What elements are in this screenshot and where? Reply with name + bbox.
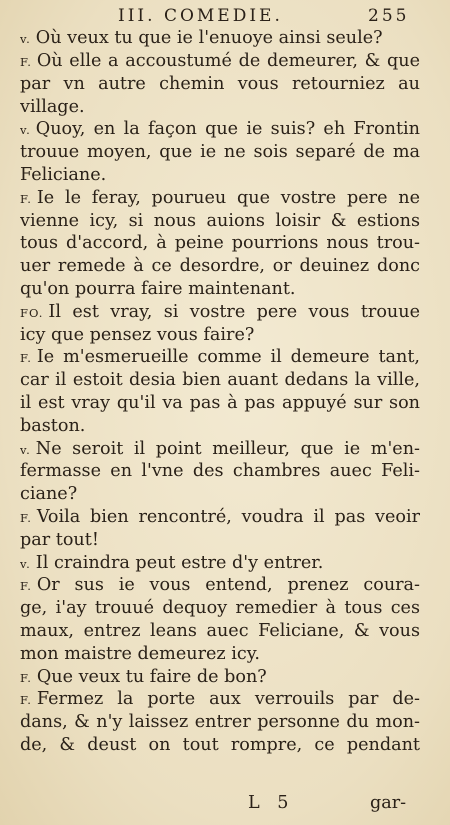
text-line <box>20 164 420 187</box>
line-text: Or sus ie vous entend, prenez coura- <box>36 575 420 596</box>
speaker-label: v. <box>20 442 31 457</box>
speaker-label: F. <box>20 693 32 708</box>
line-text: vienne icy, si nous auions loisir & estions <box>20 210 420 231</box>
speaker-label: F. <box>20 191 32 206</box>
speaker-label: v. <box>20 556 31 571</box>
line-text: il est vray qu'il va pas à pas appuyé sur son <box>20 392 420 413</box>
text-line <box>20 483 420 506</box>
line-text: Il craindra peut estre d'y entrer. <box>35 552 324 573</box>
line-text: mon maistre demeurez icy. <box>20 643 260 664</box>
line-text: Ie m'esmerueille comme il demeure tant, <box>36 347 420 368</box>
line-text: trouue moyen, que ie ne sois separé de ma <box>20 142 420 163</box>
text-line <box>20 96 420 119</box>
text-line <box>20 369 420 392</box>
speaker-label: F. <box>20 579 32 594</box>
text-line <box>20 734 420 757</box>
page-number: 255 <box>368 6 410 26</box>
speaker-label: F. <box>20 54 32 69</box>
line-text: Fermez la porte aux verrouils par de- <box>36 689 420 710</box>
catchword: gar- <box>370 793 407 813</box>
text-line <box>20 574 420 597</box>
line-text: Voila bien rencontré, voudra il pas veoir <box>36 506 420 527</box>
text-line <box>20 187 420 210</box>
text-line <box>20 278 420 301</box>
running-title: III. COMEDIE. <box>118 6 283 26</box>
text-line <box>20 346 420 369</box>
line-text: Où elle a accoustumé de demeurer, & que <box>36 50 420 71</box>
text-line <box>20 620 420 643</box>
text-line <box>20 643 420 666</box>
page-footer <box>0 793 450 817</box>
speaker-label: F. <box>20 351 32 366</box>
text-line <box>20 232 420 255</box>
text-block <box>20 27 420 757</box>
text-line <box>20 27 420 50</box>
line-text: maux, entrez leans auec Feliciane, & vous <box>20 620 420 641</box>
text-line <box>20 255 420 278</box>
line-text: fermasse en l'vne des chambres auec Feli- <box>20 461 420 482</box>
line-text: Où veux tu que ie l'enuoye ainsi seule? <box>35 28 383 49</box>
line-text: Ne seroit il point meilleur, que ie m'en- <box>35 438 420 459</box>
line-text: qu'on pourra faire maintenant. <box>20 278 296 299</box>
speaker-label: F. <box>20 510 32 525</box>
text-line <box>20 415 420 438</box>
line-text: Ie le feray, pourueu que vostre pere ne <box>36 187 420 208</box>
line-text: dans, & n'y laissez entrer personne du mon- <box>20 712 420 733</box>
line-text: uer remede à ce desordre, or deuinez donc <box>20 256 420 277</box>
line-text: Il est vray, si vostre pere vous trouue <box>48 301 420 322</box>
speaker-label: FO. <box>20 305 44 320</box>
line-text: village. <box>20 96 85 117</box>
text-line <box>20 141 420 164</box>
text-line <box>20 210 420 233</box>
speaker-label: v. <box>20 32 31 47</box>
line-text: de, & deust on tout rompre, ce pendant <box>20 734 420 755</box>
line-text: car il estoit desia bien auant dedans la ville, <box>20 370 420 391</box>
line-text: Feliciane. <box>20 164 107 185</box>
line-text: ge, i'ay trouué dequoy remedier à tous ces <box>20 598 420 619</box>
signature-mark: L 5 <box>248 793 295 813</box>
text-line <box>20 118 420 141</box>
text-line <box>20 688 420 711</box>
line-text: ciane? <box>20 484 78 505</box>
speaker-label: v. <box>20 123 31 138</box>
text-line <box>20 301 420 324</box>
line-text: par tout! <box>20 529 99 550</box>
text-line <box>20 50 420 73</box>
text-line <box>20 552 420 575</box>
line-text: tous d'accord, à peine pourrions nous trou- <box>20 233 420 254</box>
line-text: Que veux tu faire de bon? <box>36 666 267 687</box>
text-line <box>20 529 420 552</box>
text-line <box>20 392 420 415</box>
speaker-label: F. <box>20 670 32 685</box>
text-line <box>20 506 420 529</box>
text-line <box>20 324 420 347</box>
line-text: icy que pensez vous faire? <box>20 324 255 345</box>
text-line <box>20 460 420 483</box>
line-text: Quoy, en la façon que ie suis? eh Frontin <box>35 119 420 140</box>
text-line <box>20 438 420 461</box>
running-head <box>0 6 450 26</box>
line-text: par vn autre chemin vous retourniez au <box>20 73 420 94</box>
text-line <box>20 597 420 620</box>
line-text: baston. <box>20 415 86 436</box>
text-line <box>20 73 420 96</box>
text-line <box>20 711 420 734</box>
text-line <box>20 666 420 689</box>
